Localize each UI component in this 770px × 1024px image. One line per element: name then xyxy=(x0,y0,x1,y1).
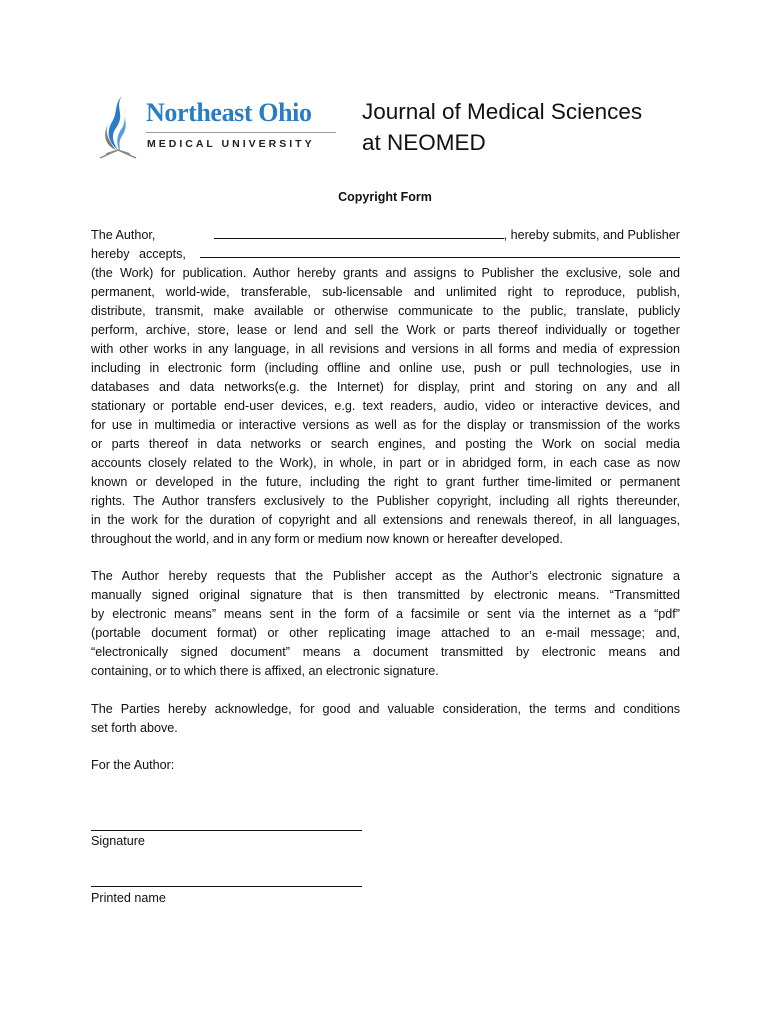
author-name-field[interactable] xyxy=(214,226,504,239)
for-the-author-label: For the Author: xyxy=(91,758,175,772)
text-line: (the Work) for publication. Author hereby grants and assigns to Publisher the exclusive, sole and xyxy=(91,266,680,280)
electronic-signature-paragraph xyxy=(91,567,680,681)
journal-title-line1: Journal of Medical Sciences xyxy=(362,99,643,124)
intro-text-3: hereby accepts, xyxy=(91,247,186,261)
logo-divider xyxy=(146,132,336,133)
intro-text-1: The Author, xyxy=(91,228,156,242)
text-line: stationary or portable end-user devices, e.g. text readers, audio, video or interactive devices, and xyxy=(91,399,680,413)
text-line: The Parties hereby acknowledge, for good and valuable consideration, the terms and conditions xyxy=(91,702,680,716)
text-line: manually signed original signature that is then transmitted by electronic means. “Transmitted xyxy=(91,588,680,602)
text-line: for use in multimedia or interactive versions as well as for the display or transmission of the works xyxy=(91,418,680,432)
work-title-field[interactable] xyxy=(200,245,680,258)
text-line: in the work for the duration of copyright and all extensions and renewals thereof, in all languages, xyxy=(91,513,680,527)
logo-subtitle: MEDICAL UNIVERSITY xyxy=(147,138,315,150)
text-line: including in electronic form (including offline and online use, push or pull technologies, use in xyxy=(91,361,680,375)
acknowledgement-paragraph xyxy=(91,700,680,738)
signature-field[interactable] xyxy=(91,830,362,831)
text-line: throughout the world, and in any form or medium now known or hereafter developed. xyxy=(91,532,563,546)
journal-title-line2: at NEOMED xyxy=(362,130,486,155)
text-line: rights. The Author transfers exclusively to the Publisher copyright, including all rights thereunder, xyxy=(91,494,680,508)
text-line: The Author hereby requests that the Publisher accept as the Author’s electronic signature a xyxy=(91,569,680,583)
text-line: known or developed in the future, including the right to grant further time-limited or permanent xyxy=(91,475,680,489)
neomed-logo xyxy=(96,94,346,160)
text-line: “electronically signed document” means a document transmitted by electronic means and xyxy=(91,645,680,659)
printed-name-label: Printed name xyxy=(91,891,166,905)
text-line: databases and data networks(e.g. the Internet) for display, print and storing on any and all xyxy=(91,380,680,394)
text-line: with other works in any language, in all revisions and versions in all forms and media of expression xyxy=(91,342,680,356)
text-line: or parts thereof in data networks or search engines, and posting the Work on social media xyxy=(91,437,680,451)
text-line: accounts closely related to the Work), in whole, in part or in abridged form, in each case as now xyxy=(91,456,680,470)
text-line: (portable document format) or other replicating image attached to an e-mail message; and, xyxy=(91,626,680,640)
text-line: by electronic means” means sent in the form of a facsimile or sent via the internet as a “pdf” xyxy=(91,607,680,621)
signature-label: Signature xyxy=(91,834,145,848)
text-line: containing, or to which there is affixed, an electronic signature. xyxy=(91,664,439,678)
journal-title xyxy=(362,96,642,158)
printed-name-field[interactable] xyxy=(91,886,362,887)
intro-text-2: , hereby submits, and Publisher xyxy=(503,228,680,242)
form-title: Copyright Form xyxy=(338,190,432,204)
text-line: permanent, world-wide, transferable, sub-licensable and unlimited right to reproduce, publish, xyxy=(91,285,680,299)
text-line: perform, archive, store, lease or lend and sell the Work or parts thereof individually or together xyxy=(91,323,680,337)
intro-paragraph xyxy=(91,226,680,264)
text-line: distribute, transmit, make available or otherwise communicate to the public, translate, publicly xyxy=(91,304,680,318)
text-line: set forth above. xyxy=(91,721,178,735)
flame-logo-icon xyxy=(96,94,142,160)
logo-name: Northeast Ohio xyxy=(146,98,312,127)
grant-paragraph xyxy=(91,264,680,549)
